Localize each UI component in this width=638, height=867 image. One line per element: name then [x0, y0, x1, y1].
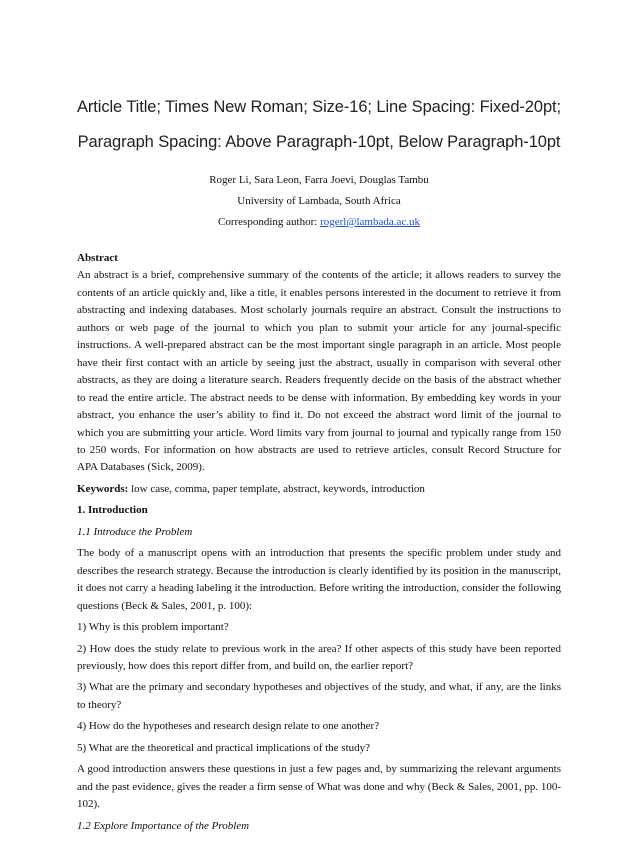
- subsection-heading-1-1: 1.1 Introduce the Problem: [77, 525, 193, 538]
- abstract-heading: Abstract: [77, 252, 118, 264]
- paper-body: [77, 250, 561, 839]
- keywords-label: Keywords:: [77, 482, 129, 495]
- question-5: 5) What are the theoretical and practical implications of the study?: [77, 741, 371, 754]
- intro-paragraph-2: A good introduction answers these questions in just a few pages and, by summarizing the relevant arguments and the past evidence, gives the reader a firm sense of What was done and why (Beck & Sales, 2001, pp. 100-102).: [77, 763, 561, 811]
- corresponding-email-link[interactable]: rogerl@lambada.ac.uk: [320, 216, 420, 228]
- subsection-heading-1-2: 1.2 Explore Importance of the Problem: [77, 819, 250, 832]
- question-2: 2) How does the study relate to previous work in the area? If other aspects of this study have been reported previously, how does this report differ from, and build on, the earlier report?: [77, 642, 561, 672]
- author-list: Roger Li, Sara Leon, Farra Joevi, Douglas Tambu: [209, 174, 429, 186]
- section-heading-introduction: 1. Introduction: [77, 504, 148, 517]
- article-title-line-1: Article Title; Times New Roman; Size-16; Line Spacing: Fixed-20pt;: [76, 98, 562, 116]
- corresponding-author-label: Corresponding author:: [218, 216, 321, 228]
- keywords-text: low case, comma, paper template, abstract, keywords, introduction: [128, 482, 425, 495]
- article-title-line-2: Paragraph Spacing: Above Paragraph-10pt, Below Paragraph-10pt: [77, 133, 561, 151]
- corresponding-author: [40, 216, 598, 228]
- question-3: 3) What are the primary and secondary hypotheses and objectives of the study, and what, if any, are the links to theory?: [77, 681, 561, 711]
- intro-paragraph-1: The body of a manuscript opens with an introduction that presents the specific problem under study and describes the research strategy. Because the introduction is clearly identified by its position in the manuscript, it does not carry a heading labeling it the introduction. Before writing the introduction, consider the following questions (Beck & Sales, 2001, p. 100):: [77, 547, 561, 612]
- keywords-line: [77, 481, 561, 498]
- abstract-text: An abstract is a brief, comprehensive summary of the contents of the article; it allows readers to survey the contents of an article quickly and, like a title, it enables persons interested in the document to retrieve it from abstracting and indexing databases. Most scholarly journals require an abstract. Consult the instructions to authors or web page of the journal to which you plan to submit your article for any journal-specific instructions. A well-prepared abstract can be the most important single paragraph in an article. Most people have their first contact with an article by seeing just the abstract, usually in comparison with several other abstracts, as they are doing a literature search. Readers frequently decide on the basis of the abstract whether to read the entire article. The abstract needs to be dense with information. By embedding key words in your abstract, you enhance the user’s ability to find it. Do not exceed the abstract word limit of the journal to which you are submitting your article. Word limits vary from journal to journal and typically range from 150 to 250 words. For information on how abstracts are used to retrieve articles, consult Record Structure for APA Databases (Sick, 2009).: [77, 269, 561, 474]
- question-4: 4) How do the hypotheses and research design relate to one another?: [77, 720, 380, 733]
- affiliation: University of Lambada, South Africa: [237, 195, 401, 207]
- question-1: 1) Why is this problem important?: [77, 621, 229, 634]
